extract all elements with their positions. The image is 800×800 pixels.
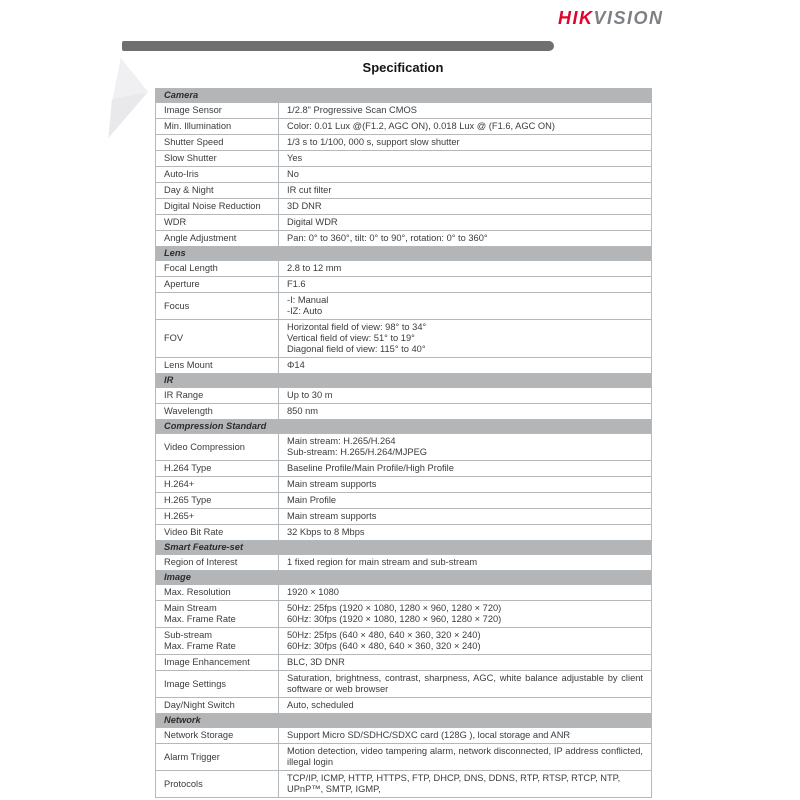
cell-line: Max. Frame Rate <box>164 614 236 624</box>
spec-label-cell: FOV <box>156 320 279 358</box>
spec-row <box>156 655 652 671</box>
spec-label-cell: Focus <box>156 293 279 320</box>
cell-line: Main stream: H.265/H.264 <box>287 436 396 446</box>
spec-value-cell: No <box>279 167 652 183</box>
spec-value-cell: Support Micro SD/SDHC/SDXC card (128G ), local storage and ANR <box>279 728 652 744</box>
cell-line: 50Hz: 25fps (640 × 480, 640 × 360, 320 × 240) <box>287 630 481 640</box>
spec-row <box>156 434 652 461</box>
spec-value-cell: 1 fixed region for main stream and sub-stream <box>279 555 652 571</box>
spec-row <box>156 525 652 541</box>
spec-label-cell: Focal Length <box>156 261 279 277</box>
spec-value-cell: Baseline Profile/Main Profile/High Profile <box>279 461 652 477</box>
section-header-row <box>156 89 652 103</box>
section-header: Compression Standard <box>156 420 652 434</box>
cell-line: Sub-stream: H.265/H.264/MJPEG <box>287 447 428 457</box>
hikvision-logo <box>558 8 664 29</box>
cell-line: Sub-stream <box>164 630 213 640</box>
spec-row <box>156 231 652 247</box>
spec-row <box>156 103 652 119</box>
spec-value-cell: IR cut filter <box>279 183 652 199</box>
spec-value-cell <box>279 293 652 320</box>
section-header: Camera <box>156 89 652 103</box>
section-header-row <box>156 374 652 388</box>
spec-row <box>156 119 652 135</box>
spec-label-cell: Angle Adjustment <box>156 231 279 247</box>
spec-value-cell: Main stream supports <box>279 509 652 525</box>
spec-row <box>156 509 652 525</box>
section-header-row <box>156 247 652 261</box>
section-header-row <box>156 541 652 555</box>
spec-value-cell: Saturation, brightness, contrast, sharpness, AGC, white balance adjustable by client software or web browser <box>279 671 652 698</box>
spec-row <box>156 493 652 509</box>
spec-value-cell <box>279 628 652 655</box>
spec-value-cell: Φ14 <box>279 358 652 374</box>
page-title: Specification <box>362 60 444 75</box>
spec-label-cell: H.264+ <box>156 477 279 493</box>
header-divider-bar <box>122 41 554 51</box>
spec-label-cell: Min. Illumination <box>156 119 279 135</box>
spec-value-cell: Pan: 0° to 360°, tilt: 0° to 90°, rotation: 0° to 360° <box>279 231 652 247</box>
spec-value-cell: Digital WDR <box>279 215 652 231</box>
spec-label-cell: Day & Night <box>156 183 279 199</box>
cell-line: Diagonal field of view: 115° to 40° <box>287 344 426 354</box>
spec-row <box>156 388 652 404</box>
spec-row <box>156 671 652 698</box>
spec-label-cell: H.264 Type <box>156 461 279 477</box>
spec-label-cell: Alarm Trigger <box>156 744 279 771</box>
spec-label-cell: Video Bit Rate <box>156 525 279 541</box>
spec-value-cell: Auto, scheduled <box>279 698 652 714</box>
logo-vision-text: VISION <box>593 8 664 28</box>
spec-label-cell: Image Sensor <box>156 103 279 119</box>
spec-value-cell: TCP/IP, ICMP, HTTP, HTTPS, FTP, DHCP, DNS, DDNS, RTP, RTSP, RTCP, NTP, UPnP™, SMTP, IGMP, <box>279 771 652 798</box>
spec-value-cell: 2.8 to 12 mm <box>279 261 652 277</box>
cell-line: 60Hz: 30fps (640 × 480, 640 × 360, 320 × 240) <box>287 641 481 651</box>
spec-label-cell: Image Settings <box>156 671 279 698</box>
spec-row <box>156 293 652 320</box>
spec-value-cell: 1/3 s to 1/100, 000 s, support slow shutter <box>279 135 652 151</box>
spec-label-cell: Lens Mount <box>156 358 279 374</box>
spec-label-cell: Wavelength <box>156 404 279 420</box>
section-header: Image <box>156 571 652 585</box>
spec-value-cell <box>279 320 652 358</box>
spec-label-cell: Aperture <box>156 277 279 293</box>
spec-label-cell: Network Storage <box>156 728 279 744</box>
cell-line: Horizontal field of view: 98° to 34° <box>287 322 427 332</box>
cell-line: -IZ: Auto <box>287 306 323 316</box>
spec-row <box>156 601 652 628</box>
spec-label-cell: Video Compression <box>156 434 279 461</box>
section-header: Lens <box>156 247 652 261</box>
spec-value-cell: Main Profile <box>279 493 652 509</box>
spec-row <box>156 199 652 215</box>
spec-label-cell: Protocols <box>156 771 279 798</box>
spec-row <box>156 215 652 231</box>
spec-value-cell: 850 nm <box>279 404 652 420</box>
spec-row <box>156 585 652 601</box>
section-header-row <box>156 714 652 728</box>
spec-label-cell: Digital Noise Reduction <box>156 199 279 215</box>
cell-line: 50Hz: 25fps (1920 × 1080, 1280 × 960, 1280 × 720) <box>287 603 502 613</box>
spec-label-cell: H.265+ <box>156 509 279 525</box>
spec-row <box>156 167 652 183</box>
section-header-row <box>156 420 652 434</box>
spec-value-cell: 1920 × 1080 <box>279 585 652 601</box>
spec-label-cell <box>156 601 279 628</box>
cell-line: Max. Frame Rate <box>164 641 236 651</box>
spec-label-cell: Region of Interest <box>156 555 279 571</box>
spec-row <box>156 135 652 151</box>
spec-row <box>156 151 652 167</box>
spec-value-cell: 3D DNR <box>279 199 652 215</box>
spec-label-cell: IR Range <box>156 388 279 404</box>
spec-value-cell: BLC, 3D DNR <box>279 655 652 671</box>
spec-row <box>156 728 652 744</box>
section-header-row <box>156 571 652 585</box>
spec-value-cell: Main stream supports <box>279 477 652 493</box>
spec-label-cell: Day/Night Switch <box>156 698 279 714</box>
spec-value-cell: F1.6 <box>279 277 652 293</box>
spec-label-cell <box>156 628 279 655</box>
spec-label-cell: Max. Resolution <box>156 585 279 601</box>
spec-value-cell: 32 Kbps to 8 Mbps <box>279 525 652 541</box>
spec-label-cell: WDR <box>156 215 279 231</box>
spec-row <box>156 698 652 714</box>
spec-row <box>156 277 652 293</box>
spec-label-cell: Image Enhancement <box>156 655 279 671</box>
spec-value-cell: Color: 0.01 Lux @(F1.2, AGC ON), 0.018 Lux @ (F1.6, AGC ON) <box>279 119 652 135</box>
specification-table <box>155 88 652 798</box>
spec-value-cell: Motion detection, video tampering alarm, network disconnected, IP address conflicted, illegal login <box>279 744 652 771</box>
spec-row <box>156 555 652 571</box>
spec-row <box>156 358 652 374</box>
section-header: Network <box>156 714 652 728</box>
spec-value-cell: 1/2.8" Progressive Scan CMOS <box>279 103 652 119</box>
spec-value-cell: Up to 30 m <box>279 388 652 404</box>
watermark-arrow-icon <box>104 92 148 138</box>
spec-row <box>156 477 652 493</box>
spec-value-cell: Yes <box>279 151 652 167</box>
spec-row <box>156 183 652 199</box>
spec-row <box>156 461 652 477</box>
spec-row <box>156 744 652 771</box>
spec-row <box>156 628 652 655</box>
specification-table-body <box>156 89 652 798</box>
cell-line: -I: Manual <box>287 295 329 305</box>
spec-row <box>156 320 652 358</box>
section-header: Smart Feature-set <box>156 541 652 555</box>
spec-label-cell: H.265 Type <box>156 493 279 509</box>
cell-line: 60Hz: 30fps (1920 × 1080, 1280 × 960, 1280 × 720) <box>287 614 502 624</box>
cell-line: Vertical field of view: 51° to 19° <box>287 333 415 343</box>
spec-row <box>156 404 652 420</box>
logo-hik-text: HIK <box>558 8 594 28</box>
spec-row <box>156 771 652 798</box>
section-header: IR <box>156 374 652 388</box>
spec-value-cell <box>279 434 652 461</box>
spec-label-cell: Slow Shutter <box>156 151 279 167</box>
cell-line: Main Stream <box>164 603 217 613</box>
spec-label-cell: Shutter Speed <box>156 135 279 151</box>
spec-value-cell <box>279 601 652 628</box>
spec-row <box>156 261 652 277</box>
spec-label-cell: Auto-Iris <box>156 167 279 183</box>
